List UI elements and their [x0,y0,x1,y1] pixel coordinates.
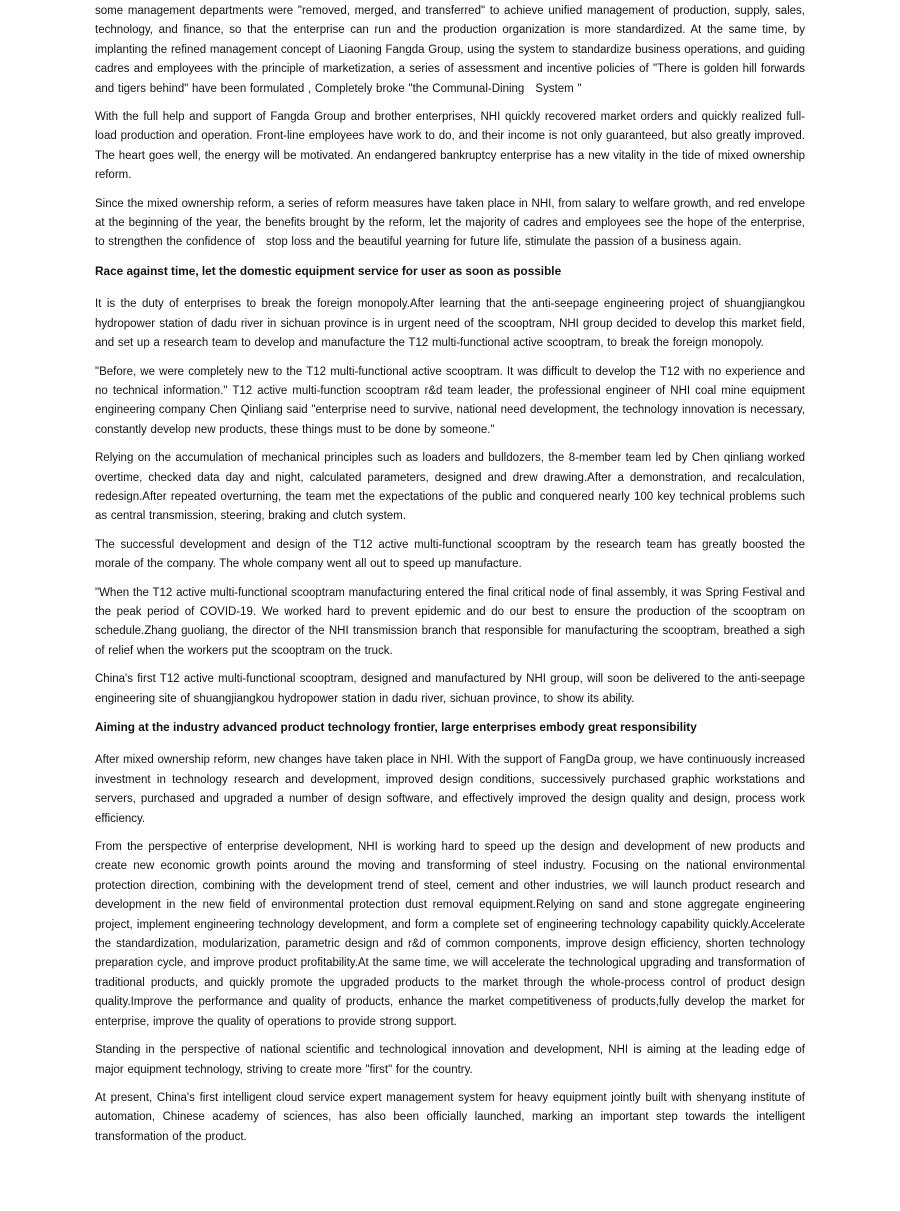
paragraph-break-foreign-monopoly: It is the duty of enterprises to break the foreign monopoly.After learning that the anti-seepage engineering project of shuangjiangkou hydropower station of dadu river in sichuan province is in urgent need of the scooptram, NHI group decided to develop this market field, and set up a research team to develop and manufacture the T12 multi-functional active scooptram, to break the foreign monopoly. [95,298,805,350]
paragraph-rd-team-work: Relying on the accumulation of mechanical principles such as loaders and bulldozers, the 8-member team led by Chen qinliang worked overtime, checked data day and night, calculated parameters, designed and drew drawing.After a demonstration, and recalculation, redesign.After repeated overturning, the team met the expectations of the public and conquered nearly 100 key technical problems such as central transmission, steering, braking and clutch system. [95,452,805,523]
section-heading-industry-frontier: Aiming at the industry advanced product technology frontier, large enterprises embody great responsibility [95,720,697,734]
paragraph-intelligent-cloud-system: At present, China's first intelligent cloud service expert management system for heavy equipment jointly built with shenyang institute of automation, Chinese academy of sciences, has also been officially launched, marking an important step towards the intelligent transformation of the product. [95,1091,805,1143]
paragraph-first-t12-delivery: China's first T12 active multi-functional scooptram, designed and manufactured by NHI group, will soon be delivered to the anti-seepage engineering site of shuangjiangkou hydropower station in dadu river, sichuan province, to show its ability. [95,673,805,705]
paragraph-national-innovation: Standing in the perspective of national scientific and technological innovation and development, NHI is aiming at the leading edge of major equipment technology, striving to create more "first" for the country. [95,1044,805,1076]
paragraph-final-assembly: "When the T12 active multi-functional scooptram manufacturing entered the final critical node of final assembly, it was Spring Festival and the peak period of COVID-19. We worked hard to prevent epidemic and do our best to ensure the production of the scooptram on schedule.Zhang guoliang, the director of the NHI transmission branch that responsible for manufacturing the scooptram, breathed a sigh of relief when the workers put the scooptram on the truck. [95,586,805,657]
paragraph-chen-qinliang-quote: "Before, we were completely new to the T12 multi-functional active scooptram. It was difficult to develop the T12 with no experience and no technical information." T12 active multi-function scooptram r&d team leader, the professional engineer of NHI coal mine equipment engineering company Chen Qinliang said "enterprise need to survive, national need development, the technology innovation is necessary, constantly develop new products, these things must to be done by someone." [95,365,805,436]
paragraph-reform-measures: Since the mixed ownership reform, a series of reform measures have taken place in NHI, from salary to welfare growth, and red envelope at the beginning of the year, the benefits brought by the reform, let the majority of cadres and employees see the hope of the enterprise, to strengthen the confidence of stop loss and the beautiful yearning for future life, stimulate the passion of a business again. [95,197,805,249]
paragraph-increased-investment: After mixed ownership reform, new changes have taken place in NHI. With the support of FangDa group, we have continuously increased investment in technology research and development, improved design conditions, successively purchased graphic workstations and servers, purchased and upgraded a number of design software, and effectively improved the design quality and design, process work efficiency. [95,754,805,825]
paragraph-successful-development: The successful development and design of the T12 active multi-functional scooptram by the research team has greatly boosted the morale of the company. The whole company went all out to speed up manufacture. [95,538,805,571]
paragraph-management-departments: some management departments were "removed, merged, and transferred" to achieve unified management of production, supply, sales, technology, and finance, so that the enterprise can run and the production organization is more standardized. At the same time, by implanting the refined management concept of Liaoning Fangda Group, using the system to standardize business operations, and guiding cadres and employees with the principle of marketization, a series of assessment and incentive policies of "There is golden hill forwards and tigers behind" have been formulated , Completely broke "the Communal-Dining System " [95,5,805,95]
section-heading-race-against-time: Race against time, let the domestic equipment service for user as soon as possible [95,263,562,278]
paragraph-enterprise-development: From the perspective of enterprise development, NHI is working hard to speed up the design and development of new products and create new economic growth points around the moving and transforming of steel industry. Focusing on the national environmental protection direction, combining with the development trend of steel, cement and other industries, we will launch product research and development in the new field of environmental protection dust removal equipment.Relying on sand and stone aggregate engineering project, implement engineering technology development, and form a complete set of engineering technology capability quickly.Accelerate the standardization, modularization, parametric design and r&d of common components, improve design efficiency, shorten technology preparation cycle, and improve product profitability.At the same time, we will accelerate the technological upgrading and transformation of traditional products, and quickly promote the upgraded products to the market through the whole-process control of product design quality.Improve the performance and quality of products, enhance the market competitiveness of products,fully develop the market for enterprise, improve the quality of operations to provide strong support. [95,841,805,1028]
paragraph-fangda-support: With the full help and support of Fangda Group and brother enterprises, NHI quickly recovered market orders and quickly realized full-load production and operation. Front-line employees have work to do, and their income is not only guaranteed, but also greatly improved. The heart goes well, the energy will be motivated. An endangered bankruptcy enterprise has a new vitality in the tide of mixed ownership reform. [95,111,805,182]
